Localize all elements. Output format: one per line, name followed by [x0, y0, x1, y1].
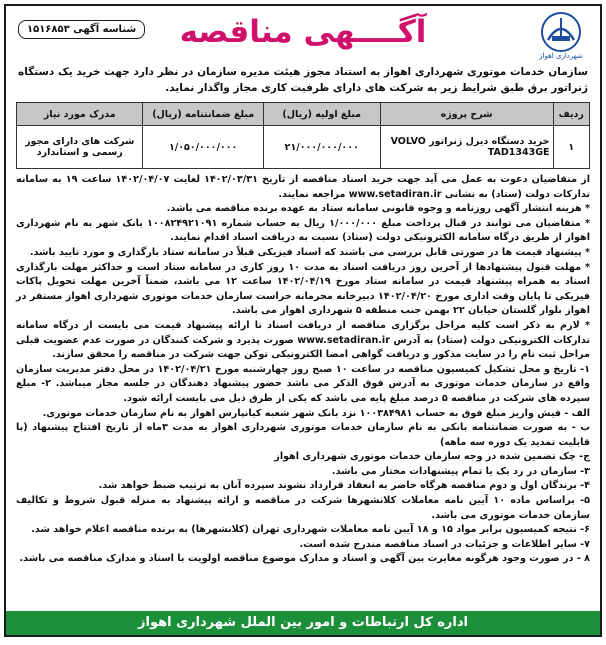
notice-header: [6, 6, 600, 64]
term-paragraph: ۴- برندگان اول و دوم مناقصه هرگاه حاضر به انعقاد قرارداد نشوند سپرده آنان به ترتیب ضبط خواهد شد.: [98, 480, 590, 492]
term-paragraph: * مهلت قبول پیشنهادها از آخرین روز دریافت اسناد به مدت ۱۰ روز کاری در سامانه ستاد است و حداکثر مهلت بارگذاری اسناد به همراه پیشنهاد قیمت در سامانه ستاد مورخ ۱۴۰۲/۰۴/۱۹ ساعت ۱۲ می باشد، ضمناً آخرین مهلت تحویل پاکات فیزیکی تا پایان وقت اداری مورخ ۱۴۰۲/۰۴/۲۰ دبیرخانه محرمانه حراست سازمان خدمات موتوری شهرداری اهواز مستقر در اهواز بلوار گلستان خیابان ۲۲ بهمن جنب منطقه ۵ شهرداری اهواز می باشد.: [16, 261, 590, 317]
table-header-row: [17, 103, 590, 126]
header-row-number: ردیف: [553, 103, 590, 126]
logo-caption: شهرداری اهواز: [539, 52, 583, 60]
term-paragraph: ۱- تاریخ و محل تشکیل کمیسیون مناقصه در ساعت ۱۰ صبح روز چهارشنبه مورخ ۱۴۰۲/۰۴/۲۱ در محل دفتر مدیریت سازمان واقع در سازمان خدمات موتوری به آدرس فوق الذکر می باشد حضور پیشنهاد دهندگان در جلسه مجاز میباشد. ۲- مبلغ سپرده های شرکت در مناقصه ۵ درصد مبلغ پایه می باشد که یکی از طرق ذیل می بایست ارائه شود.: [16, 363, 591, 404]
term-paragraph: ۳- سازمان در رد یک یا تمام پیشنهادات مختار می باشد.: [331, 465, 590, 477]
required-docs: شرکت های دارای مجوز رسمی و استاندارد: [17, 126, 143, 169]
description-line-2: TAD1343GE: [487, 147, 550, 158]
ad-number-badge: شناسه آگهی ۱۵۱۶۸۵۳: [18, 20, 145, 39]
term-paragraph: ۸ - در صورت وجود هرگونه مغایرت بین آگهی و اسناد و مدارک موضوع مناقصه اولویت با اسناد و مدارک مناقصه می باشد.: [19, 553, 590, 565]
table-row: [17, 126, 590, 169]
intro-paragraph: سازمان خدمات موتوری شهرداری اهواز به استناد مجوز هیئت مدیره سازمان در نظر دارد جهت خرید یک دستگاه ژنراتور برق طبق شرایط زیر به شرکت های دارای ظرفیت کاری مجاز واگذار نماید.: [18, 66, 588, 94]
term-paragraph: ۷- سایر اطلاعات و جزئیات در اسناد مناقصه مندرج شده است.: [299, 538, 590, 550]
term-paragraph: * پیشنهاد قیمت ها در صورتی قابل بررسی می باشند که اسناد فیزیکی قبلاً در سامانه ستاد بارگذاری و مورد تایید باشد.: [29, 246, 590, 258]
header-guarantee-amount: مبلغ ضمانتنامه (ریال): [143, 103, 263, 126]
row-number: ۱: [553, 126, 590, 169]
footer-banner: اداره کل ارتباطات و امور بین الملل شهرداری اهواز: [6, 611, 600, 635]
term-paragraph: * متقاضیان می توانند در قبال پرداخت مبلغ ۱/۰۰۰/۰۰۰ ریال به حساب شماره ۱۰۰۸۲۴۹۲۱۰۹۱ بانک شهر به نام شهرداری اهواز از طریق درگاه سامانه الکترونیکی دولت (ستاد) نسبت به دریافت اسناد اقدام نمایند.: [16, 217, 590, 244]
description-line-1: خرید دستگاه دیزل ژنراتور VOLVO: [390, 136, 550, 147]
header-initial-amount: مبلغ اولیه (ریال): [263, 103, 380, 126]
term-paragraph: الف - فیش واریز مبلغ فوق به حساب ۱۰۰۳۸۴۹۸۱ نزد بانک شهر شعبه کیانپارس اهواز به نام سازمان خدمات موتوری.: [42, 407, 590, 419]
tender-notice: [4, 4, 602, 637]
term-paragraph: ۶- نتیجه کمیسیون برابر مواد ۱۵ و ۱۸ آیین نامه معاملات شهرداری تهران (کلانشهرها) به برنده مناقصه اعلام خواهد شد.: [31, 524, 590, 536]
notice-title: آگــــهی مناقصه: [179, 14, 427, 50]
header-description: شرح پروژه: [380, 103, 553, 126]
term-paragraph: ۵- براساس ماده ۱۰ آیین نامه معاملات کلانشهرها شرکت در مناقصه و ارائه پیشنهاد به منزله قبول شروط و تکالیف سازمان خدمات موتوری می باشد.: [16, 495, 591, 521]
term-paragraph: ب - به صورت ضمانتنامه بانکی به نام سازمان خدمات موتوری شهرداری اهواز به مدت ۳ماه از تاریخ افتتاح پیشنهاد (با قابلیت تمدید یک دوره سه ماهه): [16, 422, 590, 448]
tender-table: [16, 102, 590, 169]
term-paragraph: ج- چک تضمین شده در وجه سازمان خدمات موتوری شهرداری اهواز: [274, 451, 590, 463]
initial-amount: ۲۱/۰۰۰/۰۰۰/۰۰۰: [263, 126, 380, 169]
term-paragraph: * هزینه انتشار آگهی روزنامه و وجوه قانونی سامانه ستاد به عهده برنده مناقصه می باشد.: [166, 203, 590, 215]
terms-section: [16, 173, 590, 567]
term-paragraph: از متقاضیان دعوت به عمل می آید جهت خرید اسناد مناقصه از تاریخ ۱۴۰۲/۰۳/۳۱ لغایت ۱۴۰۲/۰۴/۰۷ ساعت ۱۹ به سامانه تدارکات دولت (ستاد) به نشانی www.setadiran.ir مراجعه نمایند.: [16, 174, 590, 200]
guarantee-amount: ۱/۰۵۰/۰۰۰/۰۰۰: [143, 126, 263, 169]
term-paragraph: * لازم به ذکر است کلیه مراحل برگزاری مناقصه از دریافت اسناد تا ارائه پیشنهاد قیمت می بایست از درگاه سامانه تدارکات الکترونیکی دولت (ستاد) به آدرس www.setadiran.ir صورت پذیرد و شرکت کنندگان در صورت عدم عضویت قبلی مراحل ثبت نام را در سایت مذکور و دریافت گواهی امضا الکترونیکی توکن جهت شرکت در مناقصه را محقق سازند.: [16, 319, 590, 361]
project-description: [380, 126, 553, 169]
header-required-docs: مدرک مورد نیاز: [17, 103, 143, 126]
